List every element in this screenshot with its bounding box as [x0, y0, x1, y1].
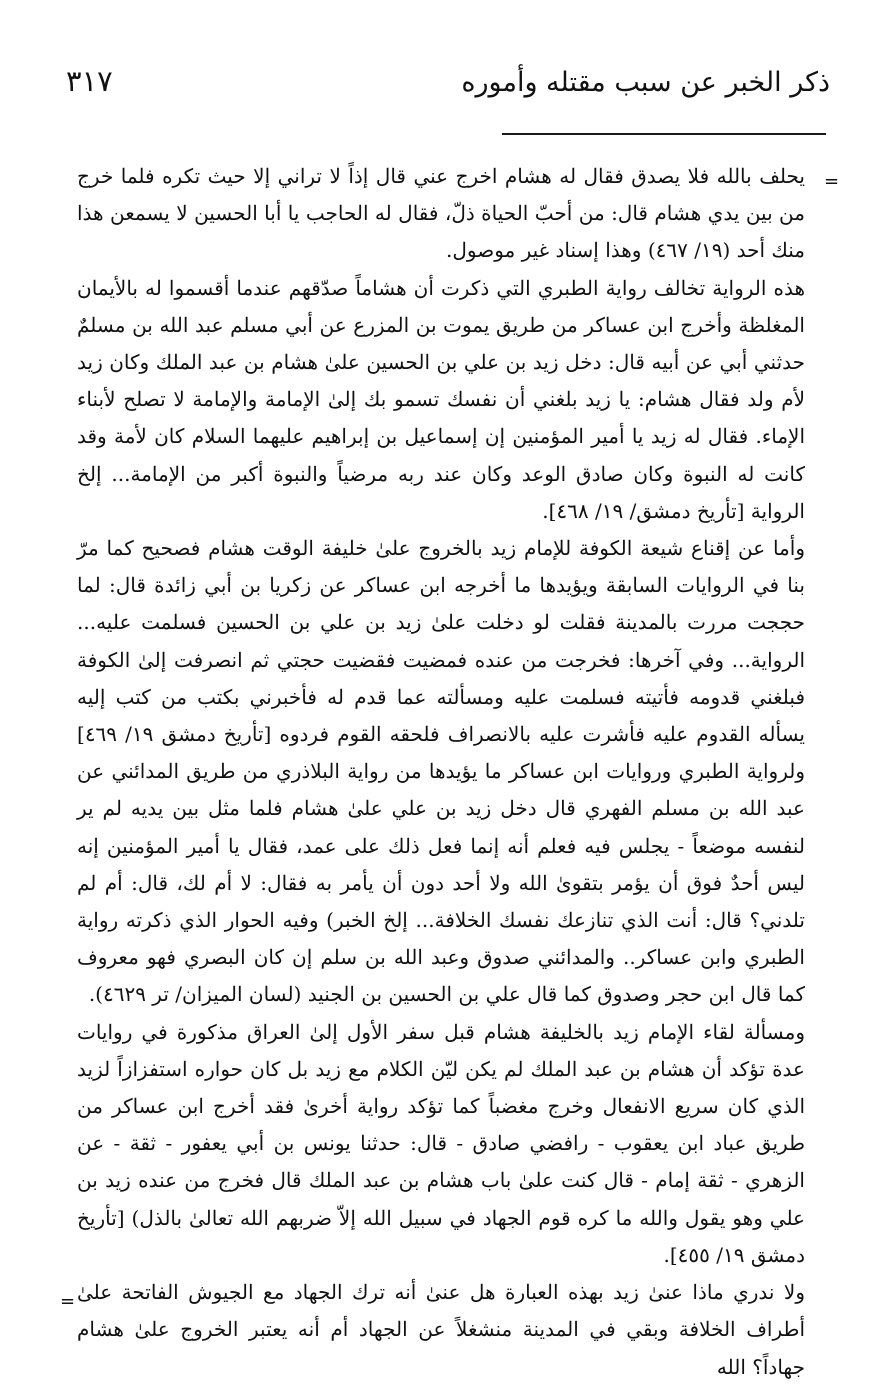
paragraph-4: ومسألة لقاء الإمام زيد بالخليفة هشام قبل سفر الأول إلىٰ العراق مذكورة في روايات عدة تؤكد أن هشام بن عبد الملك لم يكن ليّن الكلام مع زيد بل كان حواره استفزازاً لزيد الذي كان سريع الانفعال وخرج مغضباً كما تؤكد رواية أخرىٰ فقد أخرج ابن عساكر من طريق عباد ابن يعقوب - رافضي صادق - قال: حدثنا يونس بن أبي يعفور - ثقة - عن الزهري - ثقة إمام - قال كنت علىٰ باب هشام بن عبد الملك قال فخرج من عنده زيد بن علي وهو يقول والله ما كره قوم الجهاد في سبيل الله إلاّ ضربهم الله تعالىٰ بالذل) [تأريخ دمشق ١٩/ ٤٥٥].: [77, 1019, 806, 1267]
continuation-mark-bottom: =: [60, 1291, 76, 1312]
paragraph-1: يحلف بالله فلا يصدق فقال له هشام اخرج عني قال إذاً لا تراني إلا حيث تكره فلما خرج من بين يدي هشام قال: من أحبّ الحياة ذلّ، فقال له الحاجب يا أبا الحسين لا يسمعن هذا منك أحد (١٩/ ٤٦٧) وهذا إسناد غير موصول.: [77, 164, 805, 263]
continuation-mark-top: =: [824, 171, 840, 192]
page-number: ٣١٧: [66, 64, 113, 98]
header-rule: [502, 133, 826, 135]
page-header: [66, 60, 830, 108]
paragraph-5: ولا ندري ماذا عنىٰ زيد بهذه العبارة هل عنىٰ أنه ترك الجهاد مع الجيوش الفاتحة علىٰ أطراف الخلافة وبقي في المدينة منشغلاً عن الجهاد أم أنه يعتبر الخروج علىٰ هشام جهاداً؟ الله: [77, 1280, 805, 1379]
paragraph-2: هذه الرواية تخالف رواية الطبري التي ذكرت أن هشاماً صدّقهم عندما أقسموا له بالأيمان المغلظة وأخرج ابن عساكر من طريق يموت بن المزرع عن أبي مسلم عبد الله بن مسلمٌ حدثني أبي عن أبيه قال: دخل زيد بن علي بن الحسين علىٰ هشام بن عبد الملك وكان زيد لأم ولد فقال هشام: يا زيد بلغني أن نفسك تسمو بك إلىٰ الإمامة والإمامة لا تصلح لأبناء الإماء. فقال له زيد يا أمير المؤمنين إن إسماعيل بن إبراهيم عليهما السلام كان لأمة وقد كانت له النبوة وكان صادق الوعد وكان عند ربه مرضياً والنبوة أكبر من الإمامة... إلخ الرواية [تأريخ دمشق/ ١٩/ ٤٦٨].: [77, 275, 805, 523]
paragraph-3: وأما عن إقناع شيعة الكوفة للإمام زيد بالخروج علىٰ خليفة الوقت هشام فصحيح كما مرّ بنا في الروايات السابقة ويؤيدها ما أخرجه ابن عساكر عن زكريا بن أبي زائدة قال: لما حججت مررت بالمدينة فقلت لو دخلت علىٰ زيد بن علي بن الحسين فسلمت عليه... الرواية... وفي آخرها: فخرجت من عنده فمضيت فقضيت حجتي ثم انصرفت إلىٰ الكوفة فبلغني قدومه فأتيته فسلمت عليه ومسألته عما قدم له فأخبرني بكتب من كتب إليه يسأله القدوم عليه فأشرت عليه بالانصراف فلحقه القوم فردوه [تأريخ دمشق ١٩/ ٤٦٩] ولرواية الطبري وروايات ابن عساكر ما يؤيدها من رواية البلاذري من طريق المدائني عن عبد الله بن مسلم الفهري قال دخل زيد بن علي علىٰ هشام فلما مثل بين يديه لم ير لنفسه موضعاً - يجلس فيه فعلم أنه إنما فعل ذلك على عمد، فقال يا أمير المؤمنين إنه ليس أحدٌ فوق أن يؤمر بتقوىٰ الله ولا أحد دون أن يأمر به فقال: لا أم لك، قال: أم لم تلدني؟ قال: أنت الذي تنازعك نفسك الخلافة... إلخ الخبر) وفيه الحوار الذي ذكرته رواية الطبري وابن عساكر.. والمدائني صدوق وعبد الله بن سلم إن كان البصري فهو معروف كما قال ابن حجر وصدوق كما قال علي بن الحسين بن الجنيد (لسان الميزان/ تر ٤٦٢٩).: [77, 536, 805, 1007]
body-text: [77, 158, 805, 1386]
running-title: ذكر الخبر عن سبب مقتله وأموره: [461, 67, 830, 98]
